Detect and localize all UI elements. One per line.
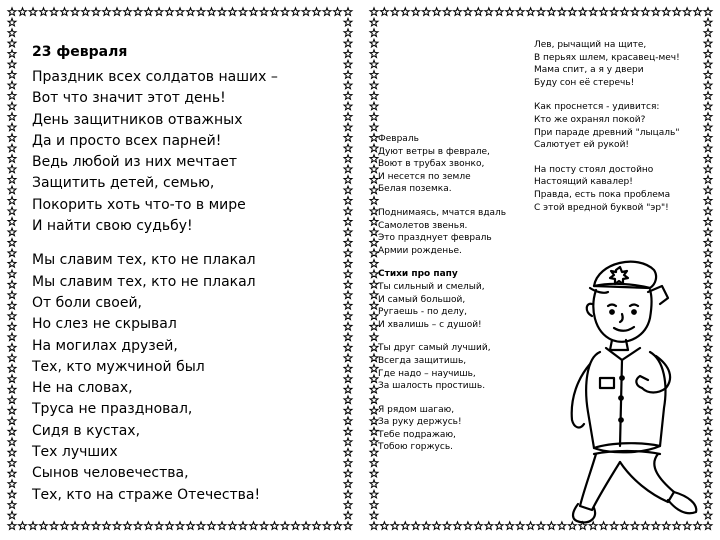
stanza-break: [32, 237, 278, 250]
poem-line: И хвалишь – с душой!: [378, 319, 482, 330]
poem-line: Мы славим тех, кто не плакал: [32, 273, 256, 290]
poem-line: Поднимаясь, мчатся вдаль: [378, 207, 507, 218]
poem-line: Самолетов звенья.: [378, 220, 468, 231]
poem-line: Ругаешь - по делу,: [378, 307, 467, 318]
poem-line: День защитников отважных: [32, 111, 243, 128]
poem-line: Тех, кто на страже Отечества!: [32, 486, 261, 503]
poem-line: Тех, кто мужчиной был: [32, 358, 205, 375]
poem-line: Да и просто всех парней!: [32, 132, 222, 149]
poem-lion-shield: [534, 39, 680, 214]
poem-line: Настоящий кавалер!: [534, 177, 633, 188]
poem-line: Труса не праздновал,: [32, 401, 193, 418]
poem-line: Буду сон её стеречь!: [534, 77, 635, 88]
poem-line: Сидя в кустах,: [32, 422, 141, 439]
poem-line: Покорить хоть что-то в мире: [32, 196, 246, 213]
poem-line: Белая поземка.: [378, 184, 452, 195]
poem-23-february: [32, 67, 278, 506]
poem-line: И несется по земле: [378, 171, 471, 182]
right-page: [368, 6, 714, 532]
saluting-boy-soldier-icon: [550, 248, 700, 528]
poem-line: Не на словах,: [32, 380, 133, 397]
poem-heading: Стихи про папу: [378, 269, 458, 280]
poem-line: В перьях шлем, красавец-меч!: [534, 52, 680, 63]
poem-line: Всегда защитишь,: [378, 355, 467, 366]
poem-line: За руку держусь!: [378, 417, 462, 428]
poem-line: Тебе подражаю,: [378, 429, 456, 440]
poem-line: Как проснется - удивится:: [534, 102, 660, 113]
poem-line: За шалость простишь.: [378, 381, 486, 392]
poem-line: Тех лучших: [32, 444, 118, 461]
poem-line: Это празднует февраль: [378, 233, 492, 244]
stanza-break: [534, 89, 680, 101]
poem-line: Где надо – научишь,: [378, 368, 476, 379]
poem-line: Лев, рычащий на щите,: [534, 40, 647, 50]
poem-line: Мы славим тех, кто не плакал: [32, 252, 256, 269]
poem-line: Тобою горжусь.: [378, 442, 453, 453]
stanza-break: [378, 393, 506, 404]
poem-line: При параде древний "лыцаль": [534, 127, 680, 138]
left-page: [6, 6, 354, 532]
poem-line: Мама спит, а я у двери: [534, 65, 644, 76]
poem-line: Дуют ветры в феврале,: [378, 146, 490, 157]
poem-line: Сынов человечества,: [32, 465, 189, 482]
poem-line: Но слез не скрывал: [32, 316, 177, 333]
poem-line: Ты сильный и смелый,: [378, 281, 485, 292]
poem-line: Февраль: [378, 134, 419, 144]
poem-line: Воют в трубах звонко,: [378, 159, 485, 170]
stanza-break: [534, 152, 680, 164]
poem-line: Защитить детей, семью,: [32, 175, 215, 192]
poem-line: С этой вредной буквой "эр"!: [534, 202, 669, 213]
poem-line: На посту стоял достойно: [534, 164, 654, 175]
poem-title: 23 февраля: [32, 44, 128, 60]
stanza-break: [378, 196, 506, 207]
poem-line: Ты друг самый лучший,: [378, 343, 491, 354]
poem-line: И найти свою судьбу!: [32, 218, 193, 235]
poem-line: Кто же охранял покой?: [534, 114, 646, 125]
poem-line: От боли своей,: [32, 294, 142, 311]
poem-line: Я рядом шагаю,: [378, 404, 455, 415]
poems-february-and-dad: [378, 133, 506, 454]
poem-line: Салютует ей рукой!: [534, 140, 630, 151]
stanza-break: [378, 257, 506, 268]
poem-line: Праздник всех солдатов наших –: [32, 69, 278, 85]
poem-line: И самый большой,: [378, 294, 466, 305]
stanza-break: [378, 331, 506, 342]
poem-line: Армии рожденье.: [378, 245, 462, 256]
poem-line: На могилах друзей,: [32, 337, 178, 354]
poem-line: Ведь любой из них мечтает: [32, 154, 238, 171]
poem-line: Правда, есть пока проблема: [534, 189, 671, 200]
poem-line: Вот что значит этот день!: [32, 90, 226, 107]
